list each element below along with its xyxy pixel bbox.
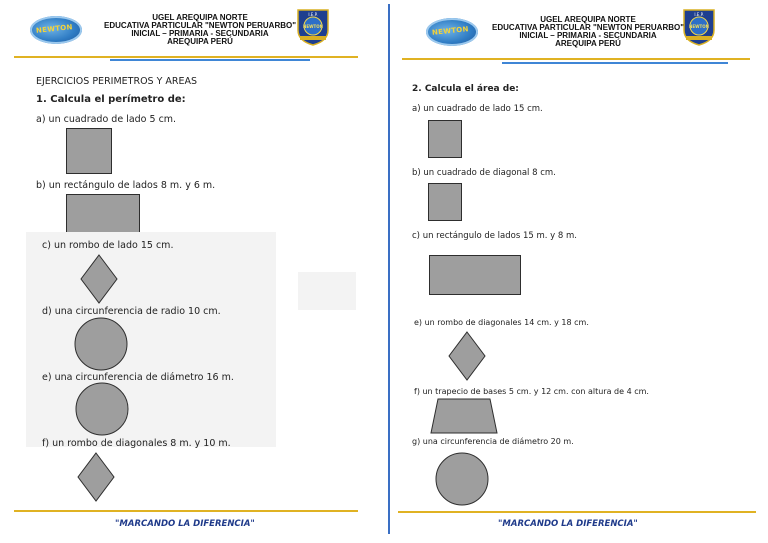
newton-logo-text: NEWTON [431, 25, 470, 37]
school-header [100, 14, 300, 46]
header-rule-gold [402, 58, 750, 60]
header-line-4: AREQUIPA PERÚ [167, 37, 233, 46]
crest-top-text: I.E.P. [308, 12, 318, 17]
header-rule-blue [502, 62, 728, 64]
header-line-4: AREQUIPA PERÚ [555, 39, 621, 48]
left-item-c: c) un rombo de lado 15 cm. [42, 240, 174, 251]
right-item-e: e) un rombo de diagonales 14 cm. y 18 cm. [414, 318, 589, 327]
right-item-g: g) una circunferencia de diámetro 20 m. [412, 437, 574, 446]
footer-motto: "MARCANDO LA DIFERENCIA" [115, 519, 255, 529]
header-line-3: INICIAL – PRIMARIA - SECUNDARIA [519, 31, 657, 40]
page-divider [388, 4, 390, 534]
school-header [488, 16, 688, 48]
school-crest-icon [296, 8, 330, 46]
crest-name-text: NEWTON [303, 24, 323, 29]
newton-logo [30, 16, 82, 44]
header-line-1: UGEL AREQUIPA NORTE [152, 13, 248, 22]
left-item-d: d) una circunferencia de radio 10 cm. [42, 306, 221, 317]
right-item-c: c) un rectángulo de lados 15 m. y 8 m. [412, 231, 578, 241]
question-1-heading: 1. Calcula el perímetro de: [36, 94, 186, 105]
square-figure [66, 128, 112, 174]
footer-motto: "MARCANDO LA DIFERENCIA" [498, 519, 638, 529]
square-figure-diagonal [428, 183, 462, 221]
footer-rule-gold [398, 511, 756, 513]
newton-logo [426, 18, 478, 46]
left-item-e: e) una circunferencia de diámetro 16 m. [42, 372, 234, 383]
circle-figure-diameter [74, 381, 130, 437]
footer-rule-gold [14, 510, 358, 512]
header-line-3: INICIAL – PRIMARIA - SECUNDARIA [131, 29, 269, 38]
circle-figure-radius [73, 316, 129, 372]
header-rule-blue [110, 59, 310, 61]
right-item-a: a) un cuadrado de lado 15 cm. [412, 104, 543, 114]
faint-background-panel [26, 232, 276, 447]
crest-name-text: NEWTON [689, 24, 709, 29]
crest-top-text: I.E.P. [694, 12, 704, 17]
left-item-f: f) un rombo de diagonales 8 m. y 10 m. [42, 438, 231, 449]
school-crest-icon [682, 8, 716, 46]
trapezoid-figure [430, 398, 498, 434]
rhombus-figure [80, 254, 118, 304]
rectangle-figure [429, 255, 521, 295]
right-item-f: f) un trapecio de bases 5 cm. y 12 cm. con altura de 4 cm. [414, 387, 649, 396]
newton-logo-text: NEWTON [35, 23, 74, 35]
rhombus-figure [448, 331, 486, 381]
circle-figure [434, 451, 490, 507]
left-item-b: b) un rectángulo de lados 8 m. y 6 m. [36, 180, 216, 191]
right-worksheet-page [392, 0, 768, 543]
faint-background-patch [298, 272, 356, 310]
rectangle-figure [66, 194, 140, 234]
square-figure [428, 120, 462, 158]
section-title: EJERCICIOS PERIMETROS Y AREAS [36, 76, 198, 87]
header-line-1: UGEL AREQUIPA NORTE [540, 15, 636, 24]
left-item-a: a) un cuadrado de lado 5 cm. [36, 114, 177, 125]
right-item-b: b) un cuadrado de diagonal 8 cm. [412, 168, 556, 178]
rhombus-figure-diagonals [77, 452, 115, 502]
header-rule-gold [14, 56, 358, 58]
question-2-heading: 2. Calcula el área de: [412, 84, 519, 94]
header-line-2: EDUCATIVA PARTICULAR "NEWTON PERUARBO" [491, 23, 685, 32]
header-line-2: EDUCATIVA PARTICULAR "NEWTON PERUARBO" [103, 21, 297, 30]
